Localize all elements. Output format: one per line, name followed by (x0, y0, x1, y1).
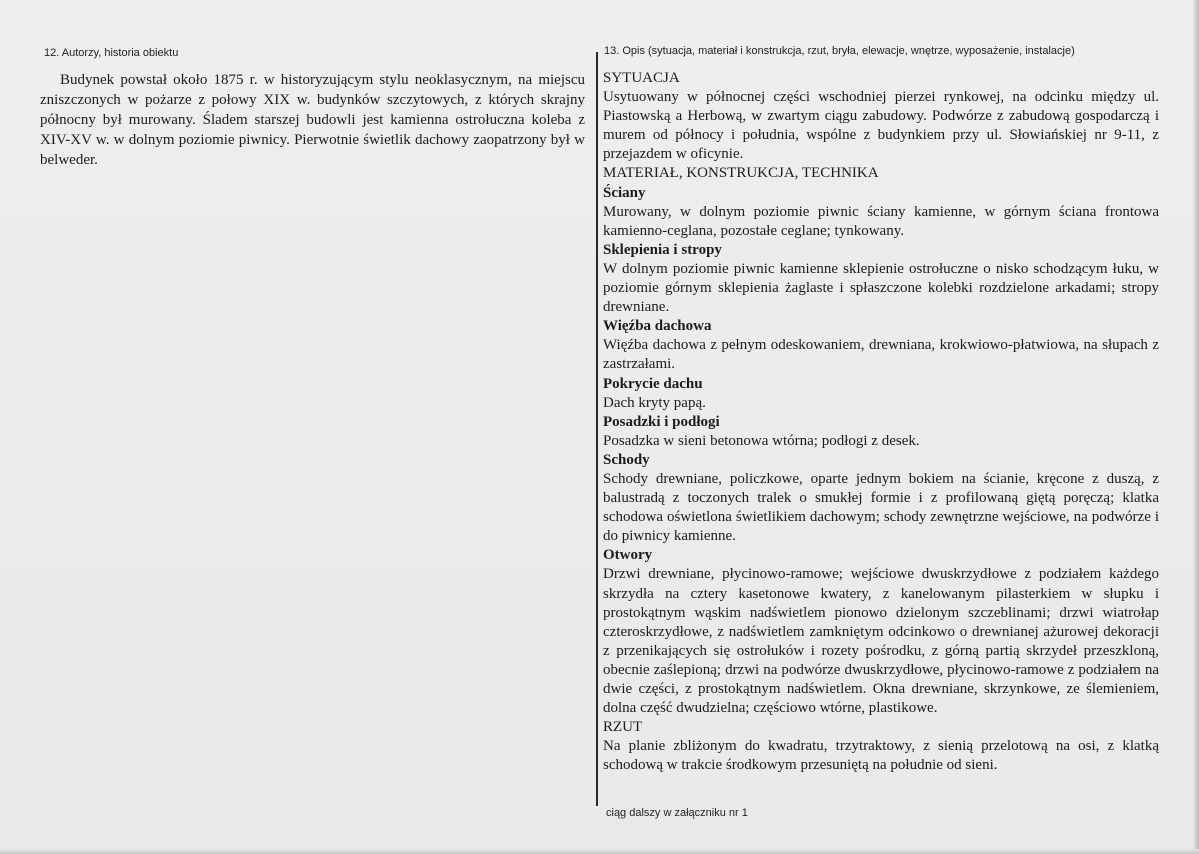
sciany-text: Murowany, w dolnym poziomie piwnic ściany kamienne, w górnym ściana frontowa kamienno-ceglana, pozostałe ceglane; tynkowany. (603, 203, 1159, 239)
sytuacja-heading: SYTUACJA (603, 70, 680, 86)
sytuacja-text: Usytuowany w północnej części wschodniej pierzei rynkowej, na odcinku między ul. Piastowską a Herbową, w zwartym ciągu zabudowy. Podwórze z zabudową gospodarczą i murem od północy i południa, wspólne z budynkiem przy ul. Słowiańskiej nr 9-11, z przejazdem w oficynie. (603, 89, 1159, 163)
posadzki-text: Posadzka w sieni betonowa wtórna; podłogi z desek. (603, 432, 920, 449)
section-13-label: 13. Opis (sytuacja, materiał i konstrukcja, rzut, bryła, elewacje, wnętrze, wyposażenie, instalacje) (604, 45, 1075, 57)
otwory-heading: Otwory (603, 547, 653, 564)
section-13-body (603, 69, 1159, 775)
sciany-heading: Ściany (603, 184, 646, 201)
pokrycie-text: Dach kryty papą. (603, 394, 706, 411)
wiezba-heading: Więźba dachowa (603, 318, 712, 335)
section-12-body (40, 70, 585, 170)
section-12-label: 12. Autorzy, historia obiektu (44, 47, 179, 59)
sklepienia-heading: Sklepienia i stropy (603, 241, 722, 258)
rzut-text: Na planie zbliżonym do kwadratu, trzytraktowy, z sienią przelotową na osi, z klatką schodową w trakcie środkowym przesuniętą na południe od sieni. (603, 738, 1159, 774)
paper-edge-right (1193, 0, 1199, 854)
schody-text: Schody drewniane, policzkowe, oparte jednym bokiem na ścianie, kręcone z duszą, z balustradą z toczonych tralek o smukłej formie i z profilowaną giętą poręczą; klatka schodowa oświetlona świetlikiem dachowym; schody zewnętrzne wejściowe, na podwórze i do piwnicy kamienne. (603, 470, 1159, 545)
column-divider (596, 52, 598, 806)
posadzki-heading: Posadzki i podłogi (603, 413, 720, 430)
pokrycie-heading: Pokrycie dachu (603, 375, 703, 392)
paper-edge-bottom (0, 849, 1199, 854)
rzut-heading: RZUT (603, 719, 643, 736)
sklepienia-text: W dolnym poziomie piwnic kamienne sklepienie ostrołuczne o nisko schodzącym łuku, w poziomie górnym sklepienia żaglaste i spłaszczone kolebki rozdzielone arkadami; stropy drewniane. (603, 260, 1159, 316)
continuation-note: ciąg dalszy w załączniku nr 1 (606, 807, 748, 819)
schody-heading: Schody (603, 451, 650, 468)
wiezba-text: Więźba dachowa z pełnym odeskowaniem, drewniana, krokwiowo-płatwiowa, na słupach z zastrzałami. (603, 337, 1159, 373)
material-heading: MATERIAŁ, KONSTRUKCJA, TECHNIKA (603, 165, 879, 182)
history-paragraph: Budynek powstał około 1875 r. w historyzującym stylu neoklasycznym, na miejscu zniszczonych w pożarze z połowy XIX w. budynków szczytowych, z których skrajny północny był murowany. Śladem starszej budowli jest kamienna ostrołuczna koleba z XIV-XV w. w dolnym poziomie piwnicy. Pierwotnie świetlik dachowy zaopatrzony był w belweder. (40, 72, 585, 168)
otwory-text: Drzwi drewniane, płycinowo-ramowe; wejściowe dwuskrzydłowe z podziałem każdego skrzydła na cztery kasetonowe kwatery, z kanelowanym pilasterkiem w słupku i prostokątnym wąskim nadświetlem pionowo dzielonym szczeblinami; drzwi wiatrołap czteroskrzydłowe, z nadświetlem zamkniętym odcinkowo o drewnianej ażurowej dekoracji z przenikających się ostrołuków i rozety pośrodku, z górną partią skrzydeł przeszkloną, obecnie zaślepioną; drzwi na podwórze dwuskrzydłowe, płycinowo-ramowe z podziałem na dwie części, z prostokątnym nadświetlem. Okna drewniane, skrzynkowe, ze ślemieniem, dolna część dwudzielna; częściowo wtórne, plastikowe. (603, 566, 1159, 717)
